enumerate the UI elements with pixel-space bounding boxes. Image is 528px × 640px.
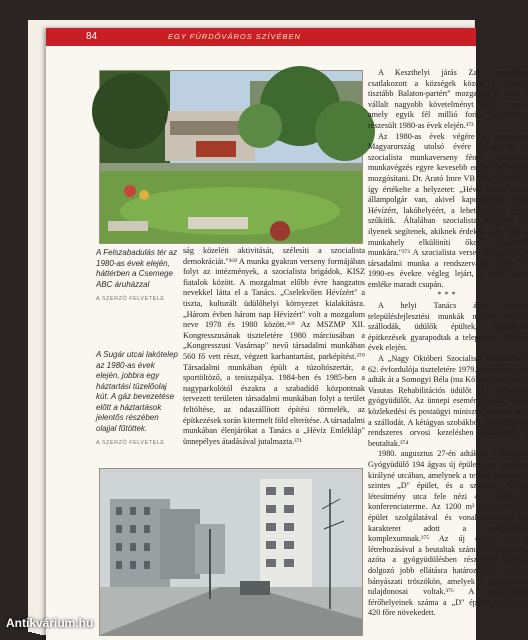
park-square-illustration (100, 71, 362, 243)
running-head: EGY FÜRDŐVÁROS SZÍVÉBEN (168, 32, 301, 41)
caption-bottom-photo (96, 350, 178, 449)
street-blocks-illustration (100, 469, 362, 635)
running-head-bar (46, 28, 476, 46)
paragraph: A Keszthelyi járás Zala megyében csatlakozott a községek között a „Szebb, tisztább Balaton-partért" mozgalom is, ahol a vállalt nagyobb követelményt Hévíz nyerte, amely egyik fél millió forint jutalomban részesült 1980-as évek elején.³⁷² (368, 68, 528, 130)
caption-top-photo (96, 248, 178, 305)
caption-text: A Sugár utcai lakótelep az 1980-as évek elején, jobbra egy háztartási tüzelőolaj kút. A gáz bevezetése előtt a háztartások jelentős részében olajjal fűtöttek. (96, 350, 178, 433)
photo-credit: A SZERZŐ FELVÉTELE (96, 440, 165, 446)
street-blocks-photo (99, 468, 363, 636)
body-column-middle (183, 246, 365, 447)
paragraph: A „Nagy Októberi Szocialista Forradalom" 62. évfordulója tiszteletére 1979. november 2-án adták át a Somogyi Béla (ma Kölcsey) utcában a Vasutas Rehabilitációs üdülőt 112 férőhelyes gyógyüdülőt. Az ünnepi esemény Pullai Árpád közlekedési és postaügyi miniszter nyitotta meg a szállodát. A kétágyas szobákból álló üdülőben rendszeres orvosi kezelésben részesültek a beutaltak.³⁷⁴ (368, 354, 528, 448)
paragraph: Az 1980-as évek végére a szocialista Magyarország utolsó évére megkopott a szocialista munkaverseny fénye, társadalmi munkavégzés egyre kevesebb embert lelkesített mozgósítani. Dr. Arató Imre VB titkár 1988-ban így értékelte a helyzetet: „Hévíz kevés olyan állampolgár van, akivel kapcsolatban tenni Hévízért, lakóhelyéért, a lehetőségeket egyre szűkítik. Általában szocialista brigádok és ilyenek segítenek, akiknek érdekük fűzi, vagy a munkahely elkülöníti őket társadalmi munkára."³⁷³ A szocialista versenymozgalom, a társadalmi munka a rendszerváltás idején az 1990-es évekre végleg lejárt, a múlt egyik emléke maradt csupán. (368, 131, 528, 289)
page-number: 84 (86, 31, 98, 42)
caption-text: A Felszabadulás tér az 1980-as évek elején, háttérben a Csemege ABC áruházzal (96, 248, 178, 289)
photo-credit: A SZERZŐ FELVÉTELE (96, 296, 165, 302)
paragraph: A helyi Tanács által végzett településfejlesztési munkák mellett további szállodák, üdülők épültek, számottevő építkezések gyarapodtak a telepen az 1980-as évek elején. (368, 301, 528, 353)
park-square-photo (99, 70, 363, 244)
body-column-right (368, 68, 528, 619)
watermark: Antikvárium.hu (6, 616, 94, 630)
paragraph: 1980. augusztus 27-én adták át a Bányász Gyógyüdülő 194 ágyas új épületét, az Erzsébet királyné utcában, amelynek a terveit tervezte, 6 szintes „D" épület, és a szálloda. Az új létesítmény utca fele nézi 400 férőhelyes konferenciaterme. Az 1200 m² alapterületű új épület szolgálatával és vonalvezetésével új karakteret adott a gyógyüdülő komplexumnak.³⁷⁵ Az új épület egység létrehozásával a beutaltak száma is megnövelt, azóta a gyógyüdülésben részesülő bányász dolgozó jobb ellátásra határozták el azok a bányászati tröszökön, amelyek a gyógyüdülő tulajdonosai voltak.³⁷⁶ A gyógyüdülő férőhelyeinek száma a „D" épület átadásával 420 főre növekedett. (368, 449, 528, 618)
paragraph: ság közeléti aktivitását, szélesíti a szocialista demokráciát."³⁶⁸ A munka gyakran verseny formájában folyt az intézmények, a szocialista brigádok, KISZ fiatalok között. A mozgalmat előbb évre hangzatos nevekkel látta el a Tanács. „Cselekvően Hévízért" a tiszta, kulturált üdülőhelyi környezet kialakításra. „Három évben három nap Hévízért" volt a mozgalom neve 1978 és 1980 között.³⁶⁹ Az MSZMP XII. Kongresszusának tiszteletére 1980 márciusában a „Kongresszusi Vasárnap" nevű társadalmi munkában 560 fő vett részt, végzett karbantartást, parképítést.³⁷⁰ Társadalmi munkában épült a túzoltószertár, a sportöltöző, a teniszpálya. 1984-ben és 1985-ben a nagyparkolótól északra a szabadidő központnak tervezett területen társadalmi munkában folyt a terület feltöltése, az odaszállított építési törmelék, az építkezések során kitermelt föld elterítése. A társadalmi munkában élenjárókat a Tanács a „Hévíz Emlékláp" ünnepélyes átadásával jutalmazta.³⁷¹ (183, 246, 365, 446)
book-page (46, 28, 528, 640)
section-separator: *** (437, 290, 459, 300)
